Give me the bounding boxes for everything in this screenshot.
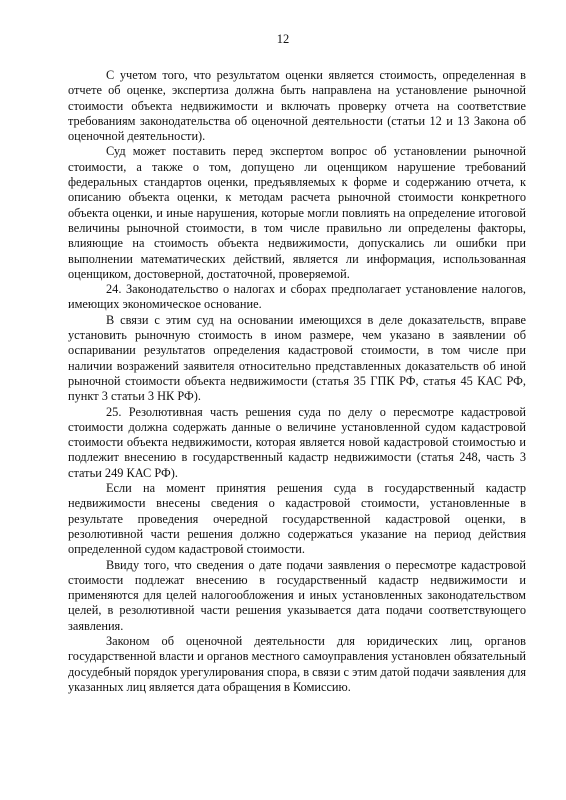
page-number: 12: [276, 32, 290, 46]
paragraph: 25. Резолютивная часть решения суда по делу о пересмотре кадастровой стоимости должна содержать данные о величине установленной судом кадастровой стоимости объекта недвижимости, которая является новой кадастровой стоимостью и подлежит внесению в государственный кадастр недвижимости (статья 248, часть 3 статьи 249 КАС РФ).: [68, 404, 526, 480]
paragraph: С учетом того, что результатом оценки является стоимость, определенная в отчете об оценке, экспертиза должна быть направлена на установление рыночной стоимости объекта недвижимости и включать проверку отчета на соответствие требованиям законодательства об оценочной деятельности (статьи 12 и 13 Закона об оценочной деятельности).: [68, 68, 526, 144]
document-body: [68, 68, 526, 695]
paragraph: 24. Законодательство о налогах и сборах предполагает установление налогов, имеющих экономическое основание.: [68, 282, 526, 312]
paragraph: Законом об оценочной деятельности для юридических лиц, органов государственной власти и органов местного самоуправления установлен обязательный досудебный порядок урегулирования спора, в связи с этим датой подачи заявления для указанных лиц является дата обращения в Комиссию.: [68, 633, 526, 694]
paragraph: В связи с этим суд на основании имеющихся в деле доказательств, вправе установить рыночную стоимость в ином размере, чем указано в заявлении об оспаривании результатов определения кадастровой стоимости, в том числе при наличии возражений заявителя относительно представленных доказательств об иной рыночной стоимости объекта недвижимости (статья 35 ГПК РФ, статья 45 КАС РФ, пункт 3 статьи 3 НК РФ).: [68, 312, 526, 404]
paragraph: Если на момент принятия решения суда в государственный кадастр недвижимости внесены сведения о кадастровой стоимости, установленные в результате проведения очередной государственной кадастровой оценки, в резолютивной части решения должно содержаться указание на период действия определенной судом кадастровой стоимости.: [68, 481, 526, 557]
paragraph: Ввиду того, что сведения о дате подачи заявления о пересмотре кадастровой стоимости подлежат внесению в государственный кадастр недвижимости и применяются для целей налогообложения и иных установленных законодательством целей, в резолютивной части решения указывается дата подачи соответствующего заявления.: [68, 557, 526, 633]
paragraph: Суд может поставить перед экспертом вопрос об установлении рыночной стоимости, а также о том, допущено ли оценщиком нарушение требований федеральных стандартов оценки, предъявляемых к форме и содержанию отчета, к описанию объекта оценки, к методам расчета рыночной стоимости конкретного объекта оценки, и иные нарушения, которые могли повлиять на определение итоговой величины рыночной стоимости, в том числе правильно ли определены факторы, влияющие на стоимость объекта недвижимости, допускались ли ошибки при выполнении математических действий, является ли информация, использованная оценщиком, достоверной, достаточной, проверяемой.: [68, 144, 526, 281]
